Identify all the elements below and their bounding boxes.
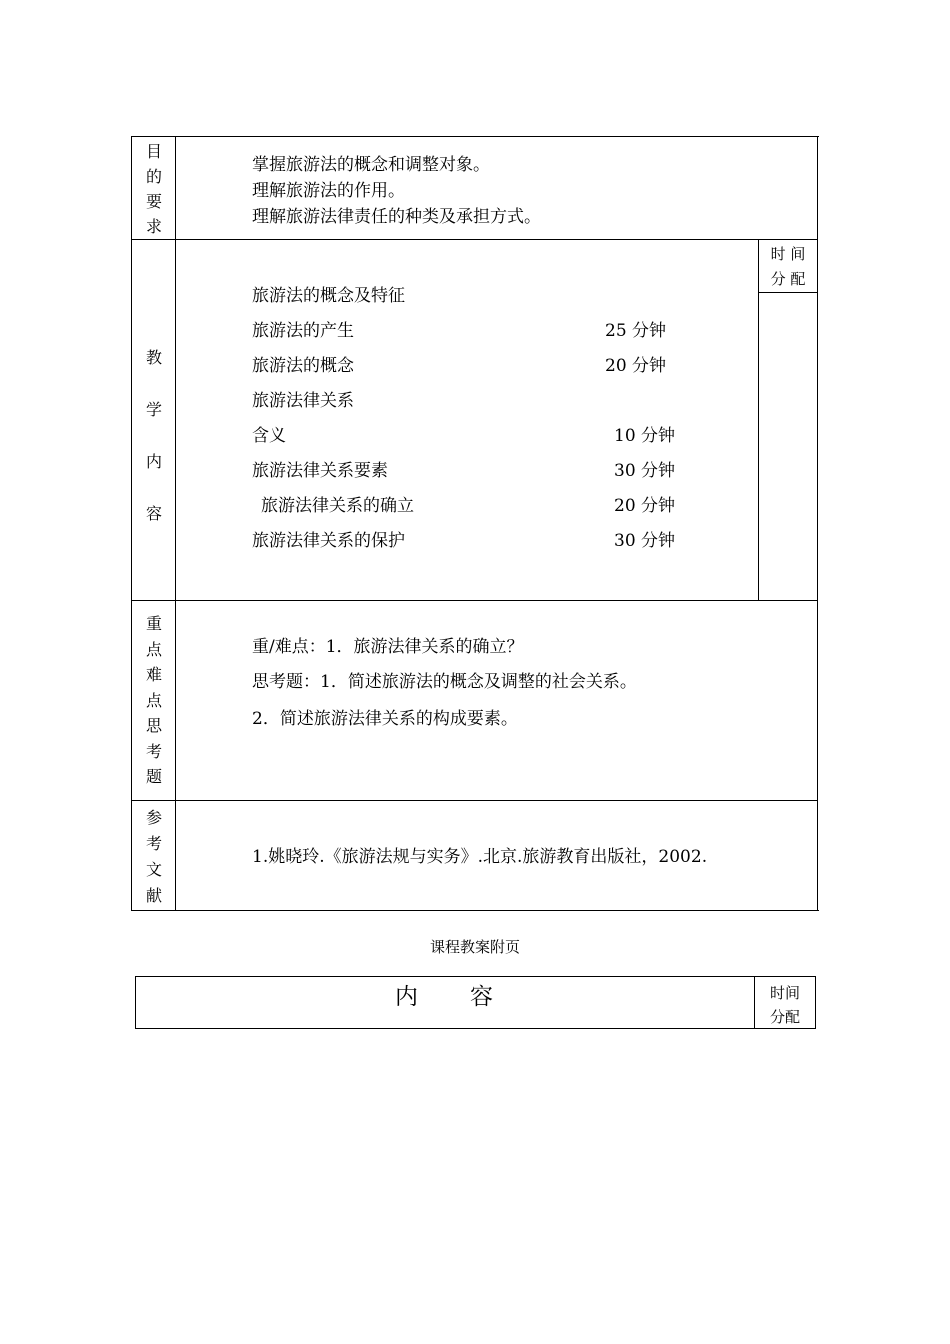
references-label-char: 文: [145, 860, 162, 879]
key-point-line: 重/难点：1．旅游法律关系的确立？: [252, 637, 524, 657]
goals-label-char: 的: [145, 167, 162, 186]
content-label-char: 容: [145, 504, 162, 523]
content-label-char: 学: [145, 400, 162, 419]
time-header-divider: [758, 292, 818, 293]
table-left-border: [131, 136, 132, 911]
references-label-char: 献: [145, 886, 162, 905]
appendix-bottom-border: [135, 1028, 816, 1029]
content-item: 含义: [252, 426, 286, 446]
key-point-line: 2．简述旅游法律关系的构成要素。: [252, 709, 518, 729]
key-points-label-char: 点: [145, 690, 162, 710]
content-item-time: 30 分钟: [614, 461, 676, 481]
appendix-time-header-line: 分配: [769, 1008, 800, 1026]
content-item: 旅游法的概念: [252, 356, 354, 376]
row-divider: [131, 800, 818, 801]
references-label-char: 参: [145, 808, 162, 827]
key-points-label: [133, 611, 175, 790]
appendix-time-header: [755, 981, 815, 1029]
content-item-time: 20 分钟: [614, 496, 676, 516]
time-header-line: 时 间: [770, 245, 806, 263]
goal-line: 理解旅游法的作用。: [252, 181, 405, 201]
references-label-char: 考: [145, 834, 162, 853]
key-points-label-char: 重: [145, 614, 162, 633]
appendix-time-header-line: 时间: [769, 984, 800, 1002]
time-header-line: 分 配: [770, 270, 806, 288]
appendix-top-border: [135, 976, 816, 977]
goal-line: 理解旅游法律责任的种类及承担方式。: [252, 207, 541, 227]
content-item: 旅游法律关系的保护: [252, 531, 405, 551]
appendix-right-border: [815, 976, 816, 1029]
goals-label-char: 目: [145, 142, 162, 161]
key-points-label-char: 思: [145, 716, 162, 735]
content-item-time: 30 分钟: [614, 531, 676, 551]
table-top-border: [131, 136, 819, 137]
content-item: 旅游法律关系的确立: [261, 496, 414, 516]
key-point-line: 思考题：1．简述旅游法的概念及调整的社会关系。: [252, 672, 637, 692]
time-column-divider: [758, 239, 759, 600]
label-column-divider: [175, 136, 176, 911]
content-label-char: 教: [145, 348, 162, 367]
content-item: 旅游法的概念及特征: [252, 286, 405, 306]
reference-line: 1.姚晓玲.《旅游法规与实务》.北京.旅游教育出版社，2002.: [252, 847, 708, 867]
goals-label: [133, 139, 175, 239]
row-divider: [131, 600, 818, 601]
goal-line: 掌握旅游法的概念和调整对象。: [252, 155, 490, 175]
content-label: [133, 332, 175, 540]
content-item: 旅游法律关系要素: [252, 461, 388, 481]
references-label: [133, 805, 175, 909]
row-divider: [131, 239, 818, 240]
content-item: 旅游法律关系: [252, 391, 354, 411]
appendix-title: 课程教案附页: [429, 938, 520, 956]
goals-label-char: 求: [145, 217, 162, 236]
key-points-label-char: 题: [145, 767, 162, 786]
key-points-label-char: 点: [145, 639, 162, 659]
content-item-time: 25 分钟: [605, 321, 667, 341]
content-item-time: 10 分钟: [614, 426, 676, 446]
goals-label-char: 要: [145, 192, 162, 211]
table-bottom-border: [131, 910, 819, 911]
key-points-label-char: 难: [145, 665, 162, 684]
time-allocation-header: [758, 242, 818, 292]
content-item-time: 20 分钟: [605, 356, 667, 376]
key-points-label-char: 考: [145, 741, 162, 761]
content-item: 旅游法的产生: [252, 321, 354, 341]
appendix-content-header: 内 容: [395, 984, 495, 1010]
content-label-char: 内: [145, 452, 162, 471]
